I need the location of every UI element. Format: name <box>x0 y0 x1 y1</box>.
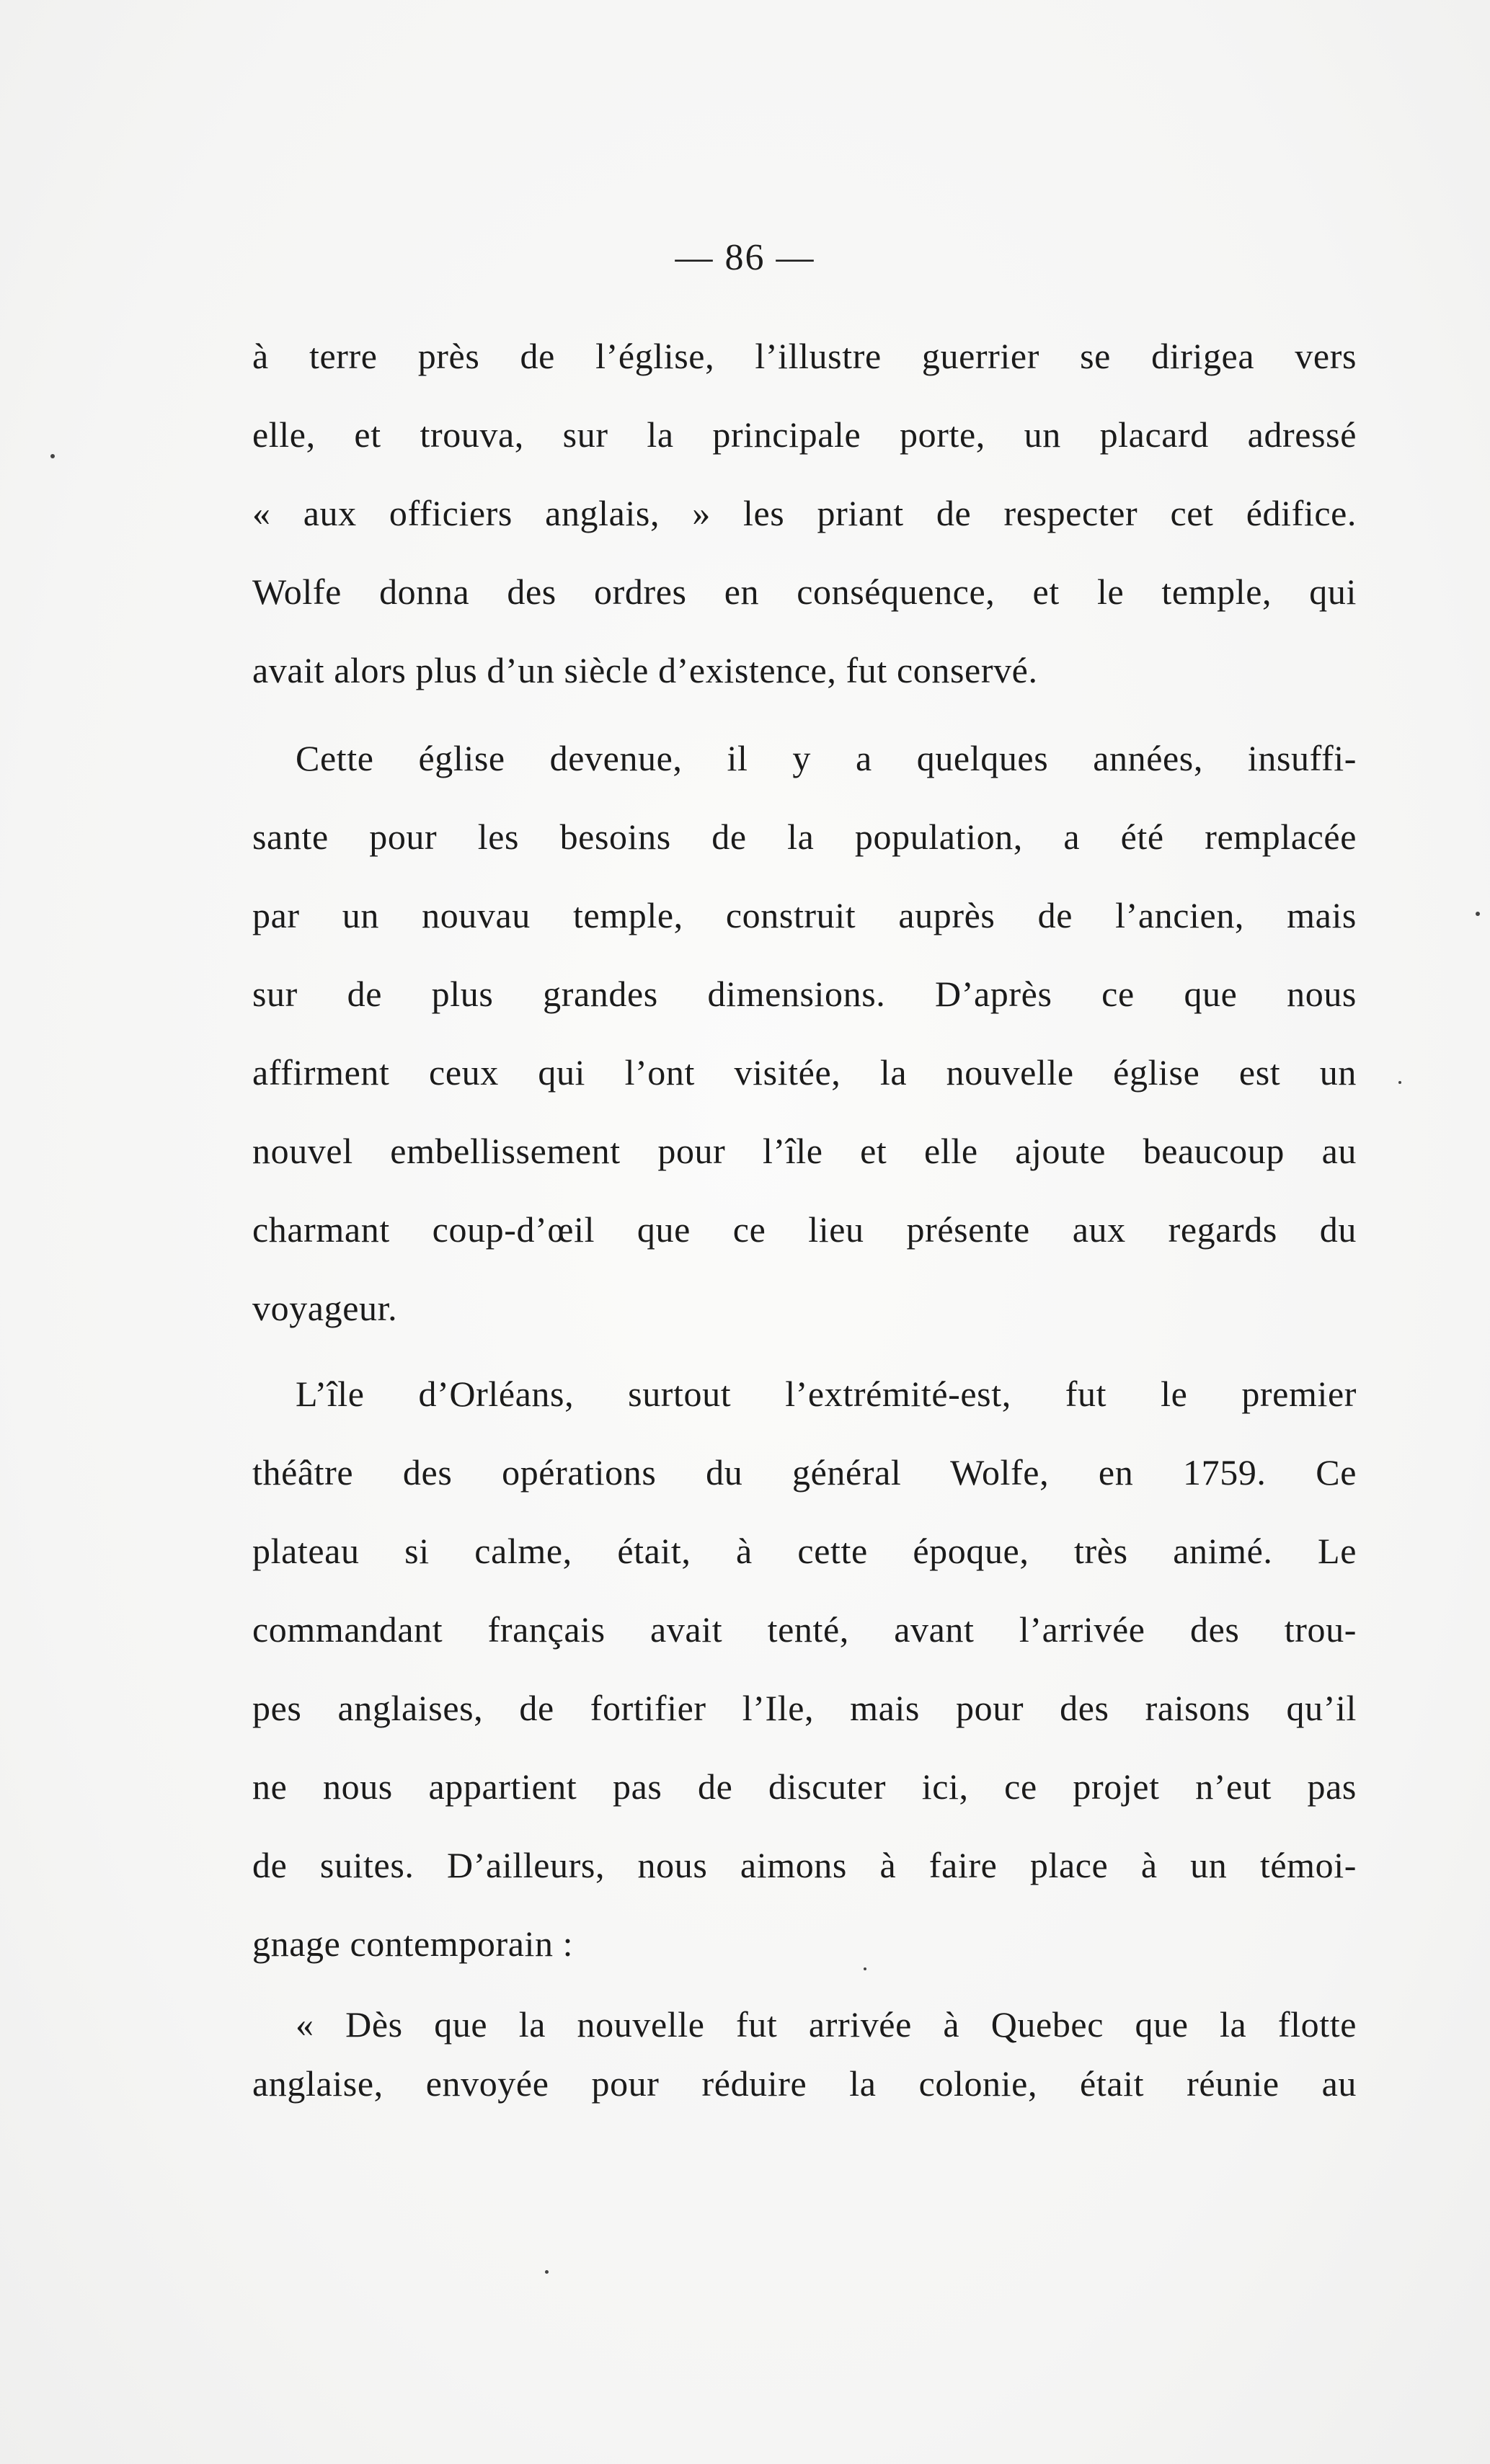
text-line: « Dès que la nouvelle fut arrivée à Quebec que la flotte <box>296 2004 1357 2045</box>
text-line: à terre près de l’église, l’illustre guerrier se dirigea vers <box>252 336 1357 376</box>
scan-speck <box>1398 1081 1401 1084</box>
scan-speck <box>864 1967 866 1970</box>
text-line: ne nous appartient pas de discuter ici, ce projet n’eut pas <box>252 1766 1357 1807</box>
text-line: Wolfe donna des ordres en conséquence, et le temple, qui <box>252 571 1357 612</box>
text-line: pes anglaises, de fortifier l’Ile, mais pour des raisons qu’il <box>252 1688 1357 1728</box>
text-line: « aux officiers anglais, » les priant de respecter cet édifice. <box>252 493 1357 533</box>
text-line: affirment ceux qui l’ont visitée, la nouvelle église est un <box>252 1052 1357 1093</box>
text-line: Cette église devenue, il y a quelques années, insuffi- <box>296 738 1357 778</box>
text-line: charmant coup-d’œil que ce lieu présente aux regards du <box>252 1209 1357 1250</box>
text-line: théâtre des opérations du général Wolfe, en 1759. Ce <box>252 1452 1357 1493</box>
text-line: avait alors plus d’un siècle d’existence, fut conservé. <box>252 650 1038 690</box>
text-line: plateau si calme, était, à cette époque, très animé. Le <box>252 1531 1357 1571</box>
text-line: de suites. D’ailleurs, nous aimons à faire place à un témoi- <box>252 1845 1357 1885</box>
text-line: commandant français avait tenté, avant l’arrivée des trou- <box>252 1609 1357 1650</box>
paragraph-1 <box>252 317 1357 710</box>
text-line: gnage contemporain : <box>252 1923 574 1964</box>
text-line: par un nouvau temple, construit auprès de l’ancien, mais <box>252 895 1357 935</box>
text-line: voyageur. <box>252 1288 398 1328</box>
paragraph-3 <box>252 1355 1357 1983</box>
text-line: nouvel embellissement pour l’île et elle ajoute beaucoup au <box>252 1131 1357 1171</box>
scan-speck <box>1476 912 1480 916</box>
scan-speck <box>50 454 55 458</box>
paragraph-4 <box>252 1995 1357 2113</box>
paragraph-2 <box>252 719 1357 1348</box>
text-line: L’île d’Orléans, surtout l’extrémité-est, fut le premier <box>296 1374 1357 1414</box>
page-number: — 86 — <box>675 237 815 278</box>
scan-speck <box>545 2270 549 2274</box>
text-line: sante pour les besoins de la population, a été remplacée <box>252 817 1357 857</box>
text-line: elle, et trouva, sur la principale porte, un placard adressé <box>252 414 1357 455</box>
text-line: anglaise, envoyée pour réduire la colonie, était réunie au <box>252 2063 1357 2104</box>
text-line: sur de plus grandes dimensions. D’après ce que nous <box>252 974 1357 1014</box>
